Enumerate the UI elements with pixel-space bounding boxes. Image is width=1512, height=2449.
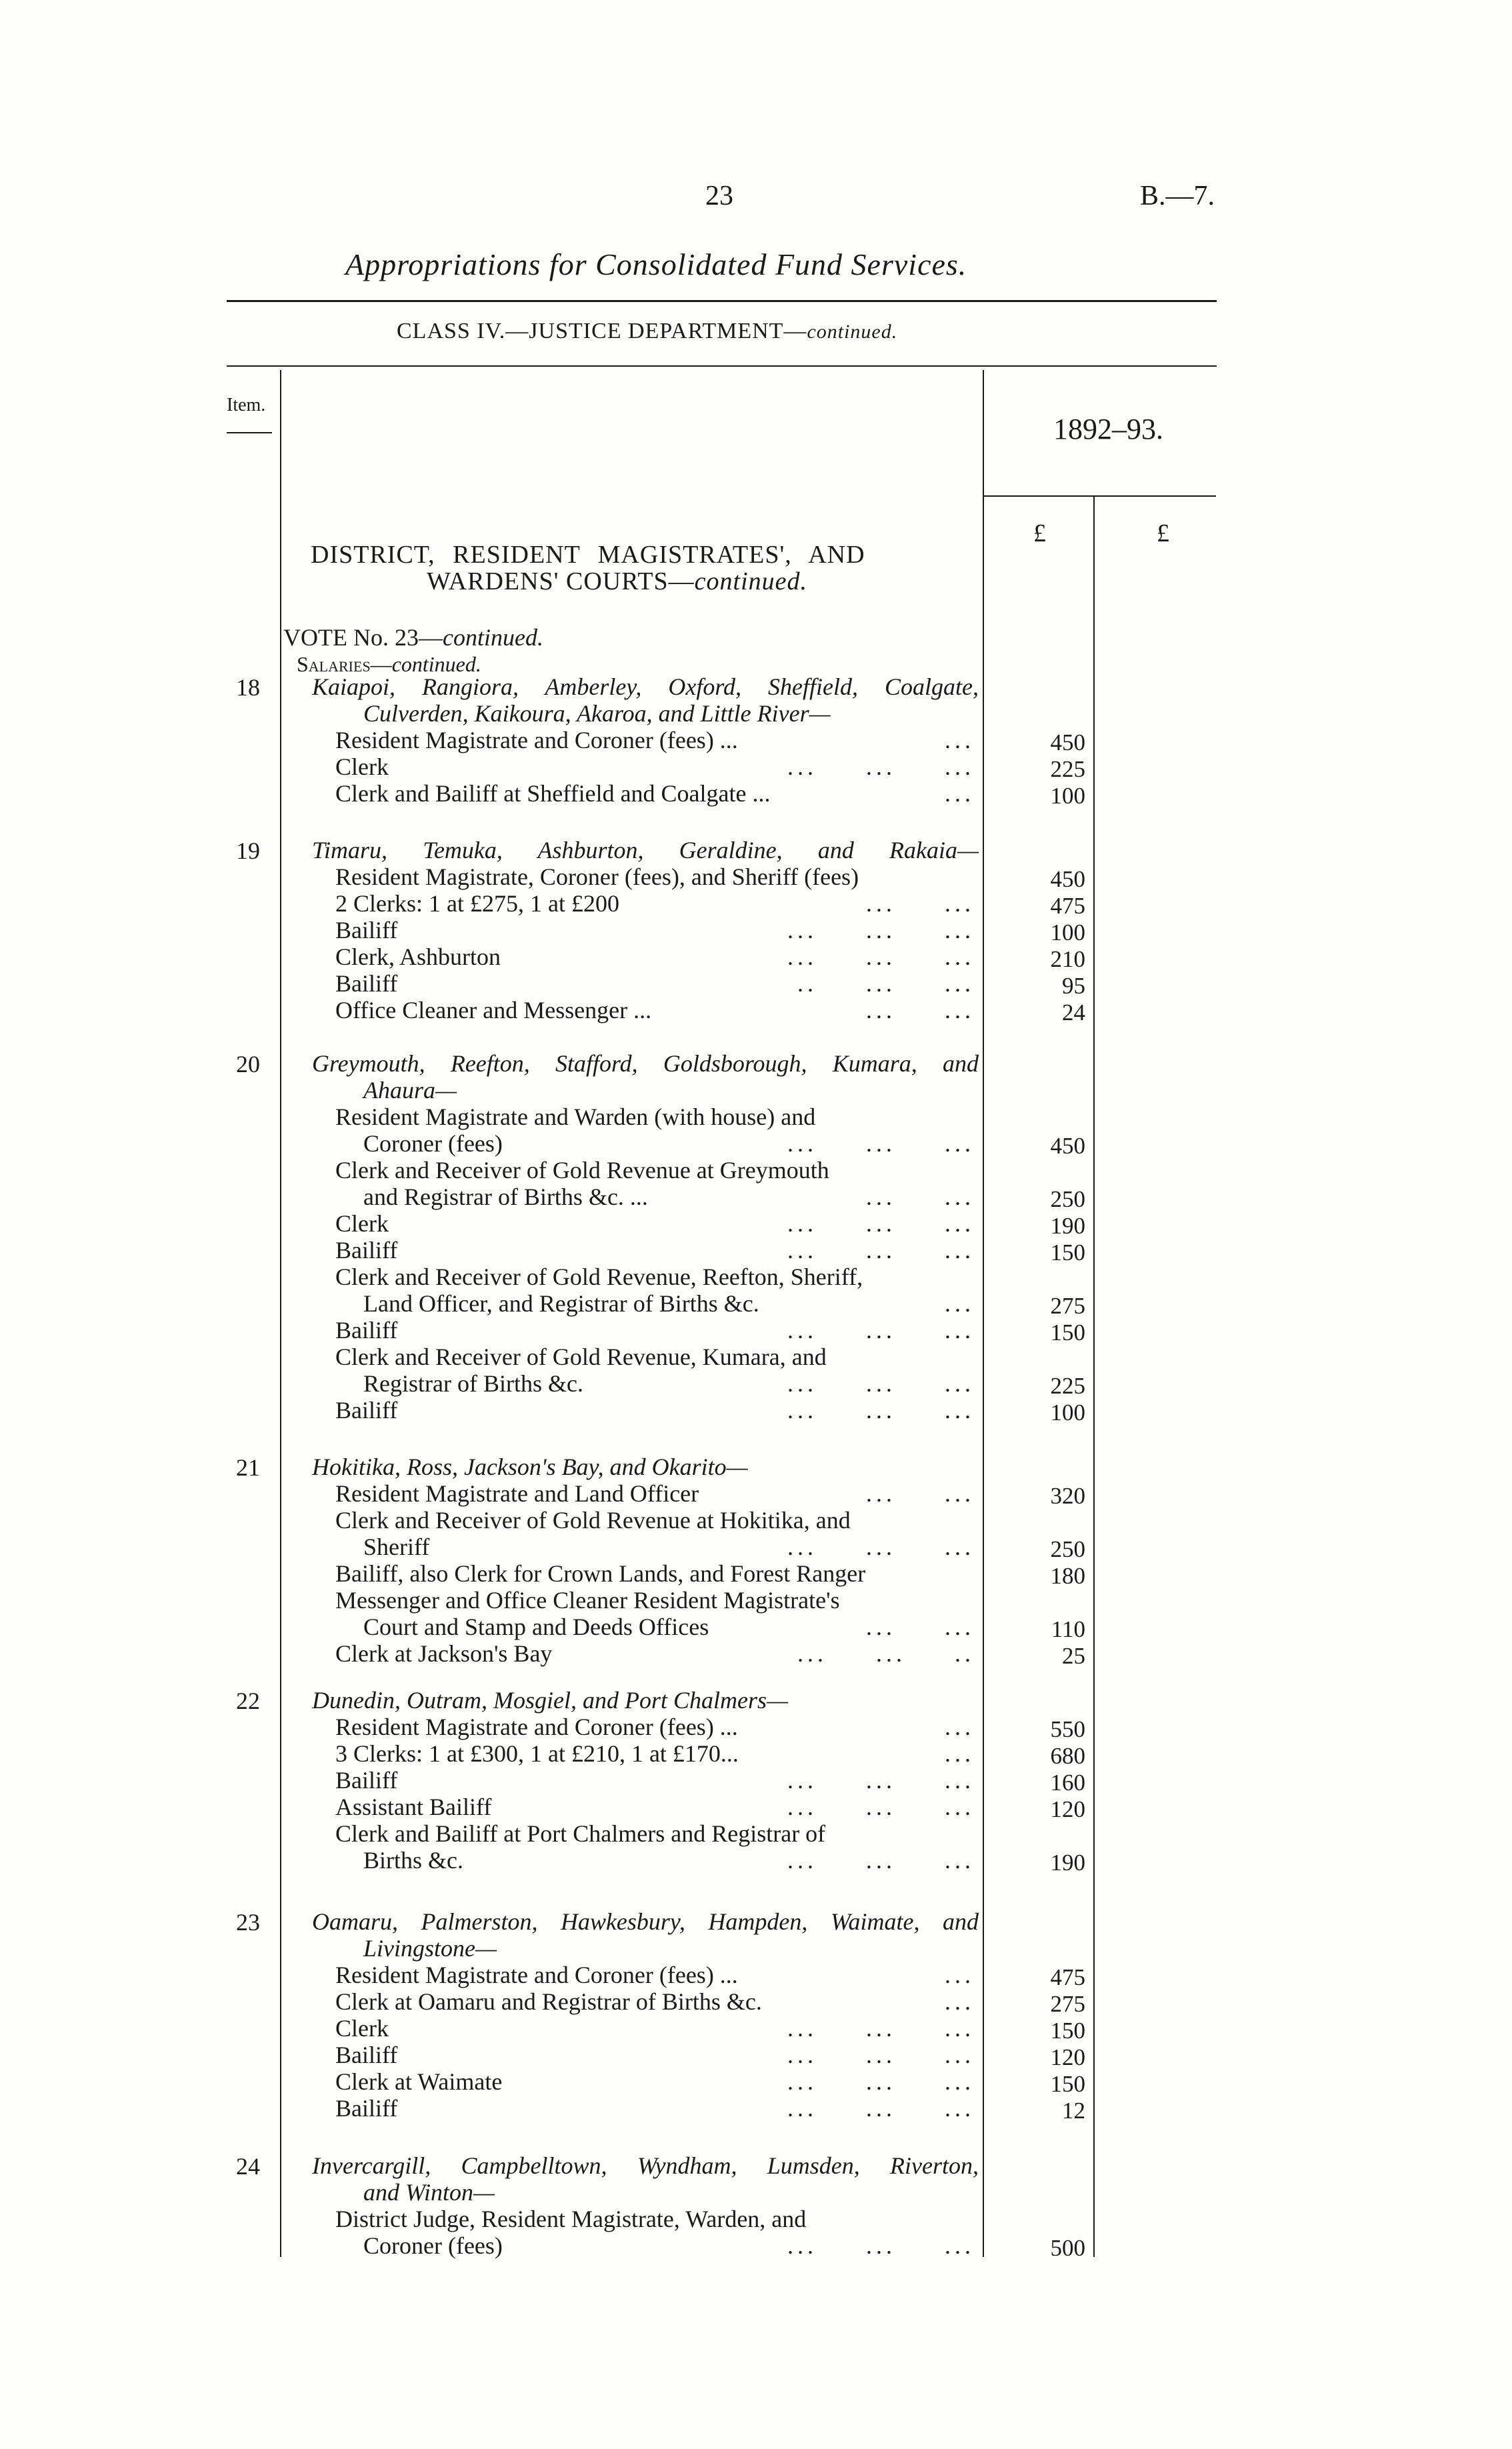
amount-value: 275 [1050, 1991, 1085, 2017]
row-description: Assistant Bailiff [335, 1794, 492, 1820]
leader-dots: ... [945, 1740, 975, 1767]
group-heading-line: Greymouth, Reefton, Stafford, Goldsborough, Kumara, and [312, 1050, 979, 1077]
row-spacer [397, 1317, 787, 1344]
item-number: 20 [236, 1051, 260, 1077]
vote-heading [283, 624, 543, 651]
row-description: Bailiff [335, 970, 398, 997]
row-spacer [806, 2206, 975, 2232]
row-spacer [503, 2232, 787, 2259]
title-rule [227, 300, 1217, 302]
leader-dots: ... ... ... [787, 1397, 975, 1424]
row-spacer [840, 1587, 975, 1614]
item-number: 22 [236, 1688, 260, 1714]
leader-dots: ... ... ... [787, 2042, 975, 2068]
appropriation-row [335, 727, 975, 753]
class-rule [227, 365, 1217, 367]
leader-dots: ... ... [866, 1614, 975, 1640]
class-title [397, 319, 897, 344]
page-title: Appropriations for Consolidated Fund Services. [345, 247, 967, 281]
leader-dots: ... [945, 727, 975, 753]
appropriation-row [335, 1103, 975, 1130]
row-spacer [865, 1560, 975, 1587]
row-spacer [389, 1210, 787, 1237]
appropriation-row [335, 970, 975, 997]
amount-value: 250 [1050, 1536, 1085, 1562]
leader-dots: ... ... ... [787, 1210, 975, 1237]
amount-value: 150 [1050, 1320, 1085, 1346]
vote-heading-continued: continued. [442, 624, 543, 651]
leader-dots: ... ... ... [787, 917, 975, 943]
row-description: Bailiff [335, 2042, 398, 2068]
appropriation-row [335, 1507, 975, 1534]
row-spacer [738, 1962, 945, 1988]
row-spacer [397, 917, 787, 943]
section-heading-line-2 [427, 567, 807, 596]
row-description: Resident Magistrate, Coroner (fees), and Sheriff (fees) [335, 863, 859, 890]
group-heading-line: and Winton— [363, 2179, 495, 2206]
leader-dots: ... ... [866, 1480, 975, 1507]
row-description: Resident Magistrate and Warden (with house) and [335, 1103, 816, 1130]
appropriation-row [335, 1237, 975, 1264]
leader-dots: ... ... [866, 890, 975, 917]
group-heading-line: Kaiapoi, Rangiora, Amberley, Oxford, Sheffield, Coalgate, [312, 673, 979, 700]
appropriation-row [363, 1534, 975, 1560]
section-heading-line-2-text: WARDENS' COURTS— [427, 567, 695, 595]
amount-value: 24 [1062, 999, 1085, 1025]
row-spacer [815, 1103, 975, 1130]
description-column-rule [983, 370, 984, 2257]
appropriation-row [335, 1767, 975, 1794]
row-description: Clerk and Receiver of Gold Revenue, Kumara, and [335, 1344, 827, 1370]
appropriation-row [335, 753, 975, 780]
row-description: Clerk and Bailiff at Port Chalmers and Registrar of [335, 1820, 826, 1847]
appropriation-row [335, 943, 975, 970]
appropriation-row [335, 1988, 975, 2015]
row-description: Clerk at Oamaru and Registrar of Births &c. [335, 1988, 762, 2015]
row-spacer [397, 1397, 787, 1424]
group-heading-line: Livingstone— [363, 1935, 497, 1962]
row-description: Clerk at Jackson's Bay [335, 1640, 553, 1667]
amount-value: 680 [1050, 1743, 1085, 1769]
amount-column-rule [1093, 497, 1095, 2257]
appropriation-row [335, 2095, 975, 2122]
amount-value: 150 [1050, 2071, 1085, 2097]
amount-value: 12 [1062, 2098, 1085, 2124]
appropriation-row [335, 1480, 975, 1507]
column-header-year: 1892–93. [1053, 413, 1163, 445]
amount-value: 100 [1050, 919, 1085, 945]
item-number: 23 [236, 1909, 260, 1936]
leader-dots: ... ... [866, 1183, 975, 1210]
row-description: Clerk and Receiver of Gold Revenue, Reefton, Sheriff, [335, 1264, 863, 1290]
row-description: Resident Magistrate and Coroner (fees) ... [335, 1714, 738, 1740]
row-description: Resident Magistrate and Coroner (fees) ... [335, 1962, 738, 1988]
appropriation-row [363, 2232, 975, 2259]
class-title-continued: continued. [807, 321, 898, 343]
row-spacer [619, 890, 866, 917]
amount-value: 100 [1050, 1400, 1085, 1426]
group-heading-line: Oamaru, Palmerston, Hawkesbury, Hampden, Waimate, and [312, 1908, 979, 1935]
row-spacer [863, 1264, 975, 1290]
leader-dots: ... ... ... [787, 2015, 975, 2042]
document-reference: B.—7. [1140, 181, 1215, 211]
row-description: Coroner (fees) [363, 1130, 503, 1157]
row-spacer [491, 1794, 787, 1820]
row-spacer [648, 1183, 866, 1210]
row-spacer [827, 1344, 975, 1370]
leader-dots: ... ... ... [787, 1767, 975, 1794]
group-heading-line: Timaru, Temuka, Ashburton, Geraldine, and Rakaia— [312, 837, 979, 863]
row-description: Clerk, Ashburton [335, 943, 501, 970]
amount-value: 475 [1050, 1964, 1085, 1990]
leader-dots: ... [945, 1988, 975, 2015]
group-heading-line: Invercargill, Campbelltown, Wyndham, Lumsden, Riverton, [312, 2152, 979, 2179]
row-spacer [503, 1130, 787, 1157]
leader-dots: ... [945, 1714, 975, 1740]
row-spacer [397, 1767, 787, 1794]
section-heading-line-1: DISTRICT, RESIDENT MAGISTRATES', AND [311, 541, 865, 569]
appropriation-row [335, 2068, 975, 2095]
appropriation-row [335, 1640, 975, 1667]
row-spacer [389, 2015, 787, 2042]
section-heading-continued: continued. [694, 567, 808, 595]
leader-dots: ... [945, 1962, 975, 1988]
appropriation-row [335, 2042, 975, 2068]
row-spacer [397, 970, 797, 997]
leader-dots: ... [945, 780, 975, 807]
row-description: Births &c. [363, 1847, 463, 1874]
row-spacer [502, 2068, 787, 2095]
column-header-pound-1: £ [1033, 519, 1046, 547]
row-description: Clerk [335, 753, 389, 780]
row-spacer [759, 1290, 945, 1317]
row-spacer [651, 997, 866, 1023]
amount-value: 450 [1050, 866, 1085, 892]
leader-dots: ... ... ... [787, 2068, 975, 2095]
appropriation-row [335, 1157, 975, 1183]
row-spacer [429, 1534, 787, 1560]
row-description: Sheriff [363, 1534, 430, 1560]
amount-value: 150 [1050, 2018, 1085, 2044]
appropriation-row [363, 1614, 975, 1640]
leader-dots: ... ... .. [797, 1640, 975, 1667]
amount-value: 275 [1050, 1293, 1085, 1319]
amount-value: 25 [1062, 1643, 1085, 1669]
row-description: Bailiff [335, 1767, 398, 1794]
leader-dots: ... ... ... [787, 1534, 975, 1560]
row-description: Bailiff [335, 1397, 398, 1424]
appropriation-row [335, 1794, 975, 1820]
amount-value: 100 [1050, 783, 1085, 809]
amount-value: 190 [1050, 1850, 1085, 1876]
appropriation-row [335, 1820, 975, 1847]
appropriation-row [363, 1290, 975, 1317]
appropriation-row [363, 1847, 975, 1874]
row-spacer [738, 1714, 945, 1740]
item-column-rule [280, 370, 281, 2257]
row-description: Court and Stamp and Deeds Offices [363, 1614, 709, 1640]
appropriation-row [335, 1397, 975, 1424]
row-description: Bailiff [335, 1317, 398, 1344]
item-number: 21 [236, 1454, 260, 1481]
row-spacer [397, 2042, 787, 2068]
column-header-item: Item. [227, 395, 266, 415]
row-description: Bailiff [335, 917, 398, 943]
amount-value: 250 [1050, 1186, 1085, 1212]
salaries-heading-text: Salaries— [297, 652, 392, 676]
amount-value: 180 [1050, 1563, 1085, 1589]
appropriation-row [335, 1740, 975, 1767]
amount-value: 120 [1050, 2044, 1085, 2070]
row-description: Registrar of Births &c. [363, 1370, 583, 1397]
leader-dots: ... ... ... [787, 1237, 975, 1264]
row-spacer [825, 1820, 975, 1847]
leader-dots: ... ... ... [787, 943, 975, 970]
row-spacer [709, 1614, 866, 1640]
appropriation-row [363, 1183, 975, 1210]
row-description: Clerk [335, 1210, 389, 1237]
appropriation-row [363, 1130, 975, 1157]
row-description: Bailiff, also Clerk for Crown Lands, and Forest Ranger [335, 1560, 866, 1587]
appropriation-row [335, 1210, 975, 1237]
row-description: Coroner (fees) [363, 2232, 503, 2259]
leader-dots: ... ... ... [787, 1847, 975, 1874]
row-spacer [771, 780, 945, 807]
row-description: Messenger and Office Cleaner Resident Magistrate's [335, 1587, 840, 1614]
group-heading-line: Ahaura— [363, 1077, 457, 1103]
row-description: District Judge, Resident Magistrate, Warden, and [335, 2206, 807, 2232]
amount-value: 120 [1050, 1796, 1085, 1822]
item-number: 24 [236, 2153, 260, 2180]
row-spacer [859, 863, 975, 890]
amount-value: 320 [1050, 1483, 1085, 1509]
leader-dots: ... ... [866, 997, 975, 1023]
amount-value: 160 [1050, 1770, 1085, 1796]
row-description: Bailiff [335, 2095, 398, 2122]
row-description: Resident Magistrate and Coroner (fees) ... [335, 727, 738, 753]
leader-dots: ... ... ... [787, 1794, 975, 1820]
leader-dots: ... [945, 1290, 975, 1317]
amount-value: 150 [1050, 1240, 1085, 1266]
amount-value: 475 [1050, 893, 1085, 919]
salaries-heading-continued: continued. [391, 652, 481, 676]
leader-dots: ... ... ... [787, 2095, 975, 2122]
appropriation-row [335, 780, 975, 807]
row-description: and Registrar of Births &c. ... [363, 1183, 648, 1210]
leader-dots: ... ... ... [787, 1130, 975, 1157]
amount-value: 225 [1050, 1373, 1085, 1399]
row-description: Bailiff [335, 1237, 398, 1264]
row-spacer [501, 943, 787, 970]
amount-value: 110 [1051, 1616, 1085, 1642]
row-spacer [552, 1640, 797, 1667]
row-spacer [397, 2095, 787, 2122]
row-description: Office Cleaner and Messenger ... [335, 997, 652, 1023]
leader-dots: ... ... ... [787, 1370, 975, 1397]
row-spacer [739, 1740, 945, 1767]
appropriation-row [335, 1560, 975, 1587]
row-description: Clerk and Receiver of Gold Revenue at Hokitika, and [335, 1507, 851, 1534]
page-number: 23 [705, 181, 733, 211]
leader-dots: .. ... ... [797, 970, 975, 997]
appropriation-row [335, 1587, 975, 1614]
amount-value: 450 [1050, 1133, 1085, 1159]
leader-dots: ... ... ... [787, 2232, 975, 2259]
amount-value: 500 [1050, 2235, 1085, 2261]
appropriation-row [335, 890, 975, 917]
item-header-rule [227, 432, 272, 433]
row-spacer [397, 1237, 787, 1264]
column-header-pound-2: £ [1157, 519, 1169, 547]
vote-heading-text: VOTE No. 23— [283, 624, 443, 651]
appropriation-row [335, 2206, 975, 2232]
leader-dots: ... ... ... [787, 1317, 975, 1344]
row-description: Clerk and Bailiff at Sheffield and Coalgate ... [335, 780, 771, 807]
item-number: 19 [236, 837, 260, 864]
row-description: Land Officer, and Registrar of Births &c. [363, 1290, 759, 1317]
class-title-text: CLASS IV.—JUSTICE DEPARTMENT— [397, 319, 807, 343]
amount-value: 95 [1062, 973, 1085, 999]
year-header-rule [983, 495, 1216, 497]
row-description: Clerk at Waimate [335, 2068, 503, 2095]
row-spacer [829, 1157, 975, 1183]
appropriation-row [335, 1317, 975, 1344]
amount-value: 210 [1050, 946, 1085, 972]
amount-value: 190 [1050, 1213, 1085, 1239]
group-heading-line: Dunedin, Outram, Mosgiel, and Port Chalmers— [312, 1687, 788, 1714]
row-spacer [738, 727, 945, 753]
appropriation-row [363, 1370, 975, 1397]
row-spacer [762, 1988, 945, 2015]
appropriation-row [335, 1962, 975, 1988]
row-description: Clerk and Receiver of Gold Revenue at Greymouth [335, 1157, 829, 1183]
appropriation-row [335, 863, 975, 890]
row-description: Resident Magistrate and Land Officer [335, 1480, 699, 1507]
leader-dots: ... ... ... [787, 753, 975, 780]
row-spacer [389, 753, 787, 780]
amount-value: 550 [1050, 1716, 1085, 1742]
group-heading-line: Hokitika, Ross, Jackson's Bay, and Okarito— [312, 1454, 748, 1480]
row-spacer [699, 1480, 866, 1507]
appropriation-row [335, 917, 975, 943]
row-spacer [851, 1507, 975, 1534]
appropriation-row [335, 1344, 975, 1370]
row-spacer [463, 1847, 787, 1874]
amount-value: 225 [1050, 756, 1085, 782]
row-description: 2 Clerks: 1 at £275, 1 at £200 [335, 890, 619, 917]
row-description: 3 Clerks: 1 at £300, 1 at £210, 1 at £170... [335, 1740, 739, 1767]
item-number: 18 [236, 674, 260, 701]
row-spacer [583, 1370, 787, 1397]
appropriation-row [335, 997, 975, 1023]
amount-value: 450 [1050, 729, 1085, 755]
appropriation-row [335, 1714, 975, 1740]
group-heading-line: Culverden, Kaikoura, Akaroa, and Little River— [363, 700, 831, 727]
row-description: Clerk [335, 2015, 389, 2042]
appropriation-row [335, 1264, 975, 1290]
appropriation-row [335, 2015, 975, 2042]
